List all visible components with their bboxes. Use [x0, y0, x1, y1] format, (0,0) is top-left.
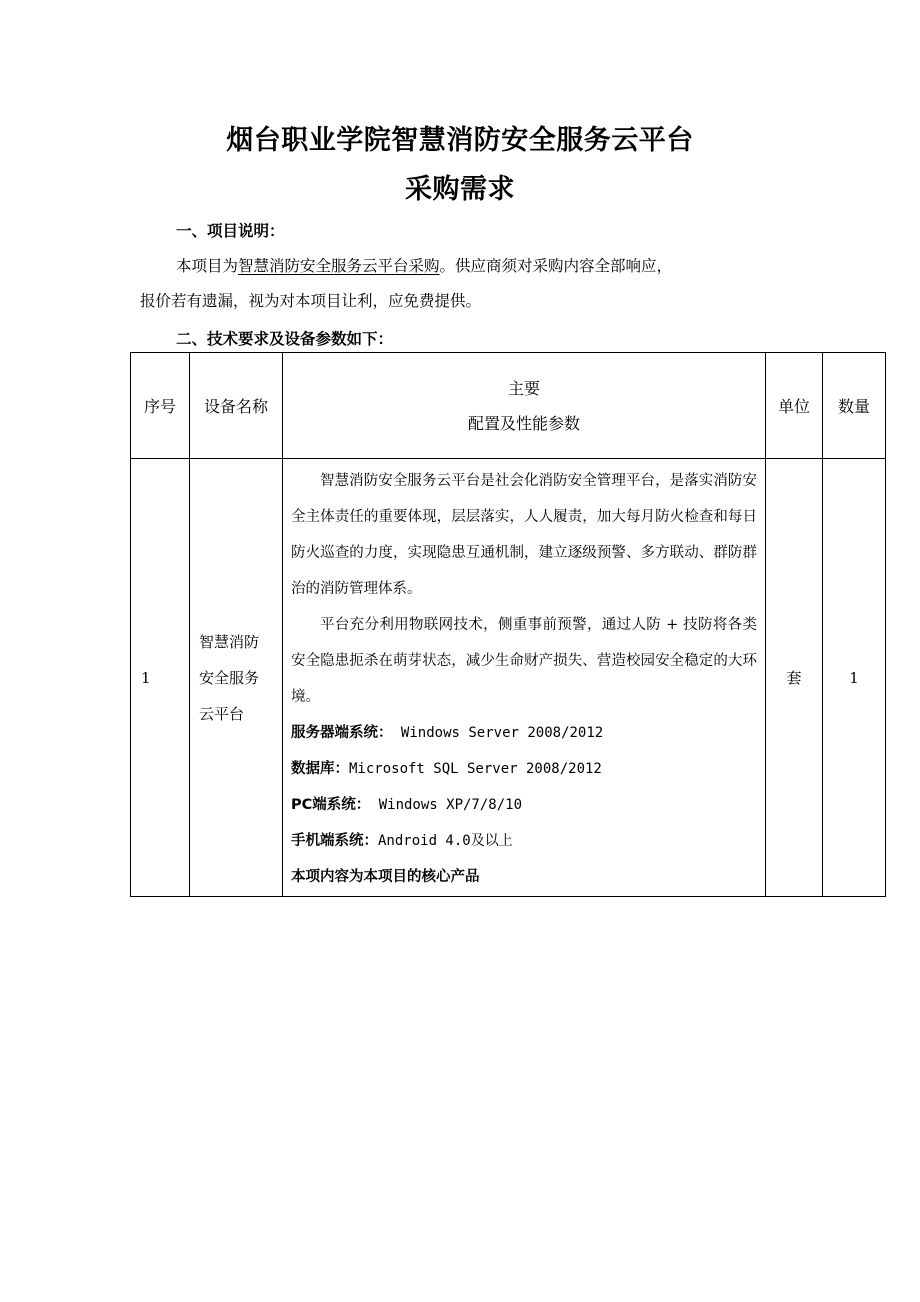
document-subtitle: 采购需求 — [405, 174, 515, 205]
section-heading-project-description: 一、项目说明： — [176, 222, 285, 240]
spec-database — [291, 751, 757, 787]
core-product-note: 本项内容为本项目的核心产品 — [291, 869, 480, 885]
table-header-row — [131, 353, 886, 459]
intro-suffix: 。供应商须对采购内容全部响应， — [439, 257, 673, 275]
spec-key: PC端系统： — [291, 797, 371, 813]
device-name-line-1: 智慧消防 — [199, 632, 260, 651]
cell-device-name — [190, 459, 283, 897]
spec-server-system — [291, 715, 757, 751]
cell-unit: 套 — [766, 459, 823, 897]
spec-key: 手机端系统： — [291, 833, 378, 849]
section-heading-technical-requirements: 二、技术要求及设备参数如下： — [176, 330, 394, 348]
description-paragraph-1: 智慧消防安全服务云平台是社会化消防安全管理平台，是落实消防安全主体责任的重要体现，层层落实，人人履责，加大每月防火检查和每日防火巡查的力度，实现隐患互通机制，建立逐级预警、多方联动、群防群治的消防管理体系。 — [291, 473, 757, 597]
spec-value: Windows XP/7/8/10 — [370, 797, 522, 813]
cell-quantity: 1 — [823, 459, 886, 897]
spec-value: Microsoft SQL Server 2008/2012 — [349, 761, 602, 777]
project-name-underlined: 智慧消防安全服务云平台采购 — [238, 257, 440, 275]
spec-value: Windows Server 2008/2012 — [392, 725, 604, 741]
spec-key: 服务器端系统： — [291, 725, 393, 741]
spec-value: Android 4.0及以上 — [378, 833, 513, 849]
header-main-line-2: 配置及性能参数 — [467, 413, 580, 433]
spec-mobile-system — [291, 823, 757, 859]
project-intro-line-1 — [176, 254, 672, 276]
header-quantity: 数量 — [823, 353, 886, 459]
header-index: 序号 — [131, 353, 190, 459]
table-row — [131, 459, 886, 897]
spec-pc-system — [291, 787, 757, 823]
document-title: 烟台职业学院智慧消防安全服务云平台 — [226, 125, 694, 156]
device-name-line-2: 安全服务 — [199, 668, 260, 687]
header-main-line-1: 主要 — [507, 378, 540, 398]
header-main-config — [283, 353, 766, 459]
project-intro-line-2: 报价若有遗漏，视为对本项目让利，应免费提供。 — [140, 292, 482, 310]
intro-prefix: 本项目为 — [176, 257, 239, 275]
device-name-line-3: 云平台 — [199, 704, 245, 723]
specification-table — [130, 352, 886, 897]
cell-index: 1 — [131, 459, 190, 897]
header-device-name: 设备名称 — [190, 353, 283, 459]
description-paragraph-2: 平台充分利用物联网技术，侧重事前预警，通过人防 + 技防将各类安全隐患扼杀在萌芽状态，减少生命财产损失、营造校园安全稳定的大环境。 — [291, 617, 757, 705]
cell-config-description — [283, 459, 766, 897]
header-unit: 单位 — [766, 353, 823, 459]
spec-key: 数据库： — [291, 761, 349, 777]
